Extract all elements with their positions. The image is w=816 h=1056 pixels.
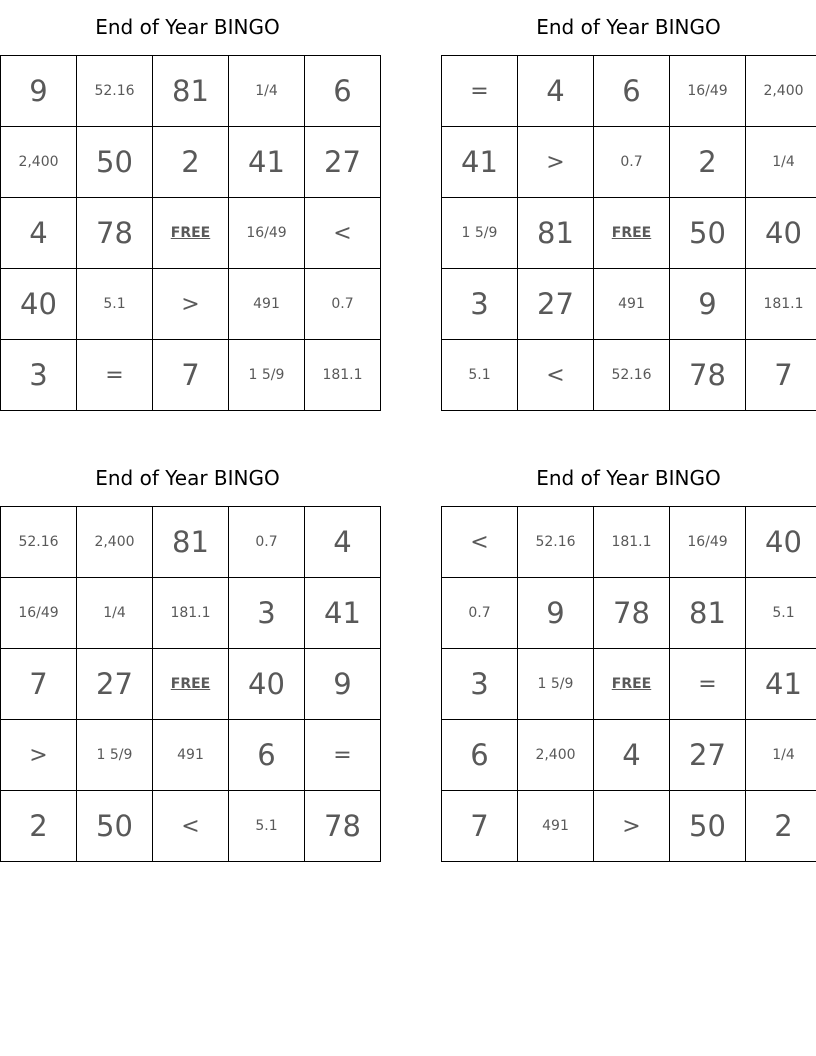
- bingo-cell: 2,400: [518, 720, 594, 791]
- bingo-cell: 3: [229, 578, 305, 649]
- bingo-cell: 4: [1, 198, 77, 269]
- bingo-cell: 41: [746, 649, 816, 720]
- bingo-cell: >: [1, 720, 77, 791]
- bingo-cell: 7: [442, 791, 518, 862]
- bingo-cell: 1 5/9: [442, 198, 518, 269]
- bingo-cell: 2: [746, 791, 816, 862]
- bingo-cell: 16/49: [229, 198, 305, 269]
- bingo-cell: 5.1: [229, 791, 305, 862]
- bingo-cell: 1 5/9: [518, 649, 594, 720]
- bingo-cell: 9: [1, 56, 77, 127]
- bingo-cell: 5.1: [442, 340, 518, 411]
- bingo-cell: 50: [670, 791, 746, 862]
- bingo-cell: =: [442, 56, 518, 127]
- bingo-cell: 3: [1, 340, 77, 411]
- bingo-cell: <: [442, 507, 518, 578]
- bingo-cell: 6: [229, 720, 305, 791]
- bingo-cell: 41: [442, 127, 518, 198]
- bingo-cell: 4: [518, 56, 594, 127]
- bingo-cell: 9: [305, 649, 381, 720]
- bingo-cell: 78: [305, 791, 381, 862]
- bingo-cell: 6: [594, 56, 670, 127]
- bingo-cell: >: [518, 127, 594, 198]
- bingo-cell: 50: [77, 791, 153, 862]
- bingo-cell: 81: [153, 56, 229, 127]
- card-title: End of Year BINGO: [95, 15, 280, 39]
- bingo-cell: 7: [1, 649, 77, 720]
- bingo-cell: 81: [518, 198, 594, 269]
- bingo-cell: 0.7: [594, 127, 670, 198]
- bingo-cell: 6: [305, 56, 381, 127]
- bingo-cell: 3: [442, 269, 518, 340]
- bingo-cell: 7: [746, 340, 816, 411]
- bingo-cell: 9: [518, 578, 594, 649]
- bingo-cell: 9: [670, 269, 746, 340]
- bingo-cell: 1 5/9: [229, 340, 305, 411]
- bingo-cell: >: [594, 791, 670, 862]
- bingo-cell: 2: [670, 127, 746, 198]
- bingo-cell: 1/4: [77, 578, 153, 649]
- bingo-grid: [441, 55, 816, 411]
- card-title: End of Year BINGO: [536, 15, 721, 39]
- bingo-cell: 41: [229, 127, 305, 198]
- bingo-grid: [0, 506, 381, 862]
- bingo-cell: =: [670, 649, 746, 720]
- bingo-cell: 16/49: [670, 507, 746, 578]
- bingo-cell: 81: [670, 578, 746, 649]
- bingo-free-cell: FREE: [153, 198, 229, 269]
- bingo-cell: 181.1: [305, 340, 381, 411]
- bingo-cell: 50: [77, 127, 153, 198]
- bingo-cell: 50: [670, 198, 746, 269]
- bingo-cell: 78: [670, 340, 746, 411]
- bingo-cell: 52.16: [1, 507, 77, 578]
- bingo-cell: 2,400: [1, 127, 77, 198]
- bingo-cell: 52.16: [518, 507, 594, 578]
- bingo-free-cell: FREE: [153, 649, 229, 720]
- bingo-cell: 1 5/9: [77, 720, 153, 791]
- bingo-cell: 52.16: [594, 340, 670, 411]
- bingo-cell: 78: [594, 578, 670, 649]
- bingo-cell: 3: [442, 649, 518, 720]
- bingo-cell: 0.7: [305, 269, 381, 340]
- bingo-cell: 5.1: [77, 269, 153, 340]
- bingo-cell: 40: [1, 269, 77, 340]
- bingo-cell: 491: [153, 720, 229, 791]
- bingo-cell: 40: [746, 198, 816, 269]
- bingo-grid: [441, 506, 816, 862]
- bingo-cell: 27: [670, 720, 746, 791]
- bingo-cell: 181.1: [746, 269, 816, 340]
- bingo-cell: 491: [594, 269, 670, 340]
- bingo-cell: 52.16: [77, 56, 153, 127]
- bingo-cell: 16/49: [670, 56, 746, 127]
- bingo-cell: 181.1: [153, 578, 229, 649]
- bingo-cell: 1/4: [229, 56, 305, 127]
- card-title: End of Year BINGO: [536, 466, 721, 490]
- bingo-cell: 4: [305, 507, 381, 578]
- bingo-cell: 27: [305, 127, 381, 198]
- bingo-cell: 41: [305, 578, 381, 649]
- bingo-cell: 81: [153, 507, 229, 578]
- bingo-cell: 2,400: [77, 507, 153, 578]
- bingo-cell: 78: [77, 198, 153, 269]
- bingo-free-cell: FREE: [594, 649, 670, 720]
- bingo-cell: 27: [77, 649, 153, 720]
- bingo-cell: 491: [229, 269, 305, 340]
- bingo-cell: 2: [153, 127, 229, 198]
- bingo-cell: 0.7: [442, 578, 518, 649]
- bingo-cell: 5.1: [746, 578, 816, 649]
- bingo-cell: 2,400: [746, 56, 816, 127]
- bingo-cell: =: [305, 720, 381, 791]
- bingo-cell: 4: [594, 720, 670, 791]
- bingo-cell: 2: [1, 791, 77, 862]
- bingo-cell: <: [305, 198, 381, 269]
- bingo-cell: 1/4: [746, 720, 816, 791]
- bingo-cell: 40: [746, 507, 816, 578]
- bingo-cell: <: [153, 791, 229, 862]
- bingo-cell: 181.1: [594, 507, 670, 578]
- bingo-cell: 1/4: [746, 127, 816, 198]
- bingo-cell: <: [518, 340, 594, 411]
- card-title: End of Year BINGO: [95, 466, 280, 490]
- bingo-cell: 27: [518, 269, 594, 340]
- bingo-cell: 6: [442, 720, 518, 791]
- bingo-cell: 16/49: [1, 578, 77, 649]
- bingo-cell: 0.7: [229, 507, 305, 578]
- bingo-grid: [0, 55, 381, 411]
- bingo-cell: >: [153, 269, 229, 340]
- bingo-free-cell: FREE: [594, 198, 670, 269]
- bingo-cell: =: [77, 340, 153, 411]
- bingo-cell: 7: [153, 340, 229, 411]
- bingo-cell: 40: [229, 649, 305, 720]
- bingo-cell: 491: [518, 791, 594, 862]
